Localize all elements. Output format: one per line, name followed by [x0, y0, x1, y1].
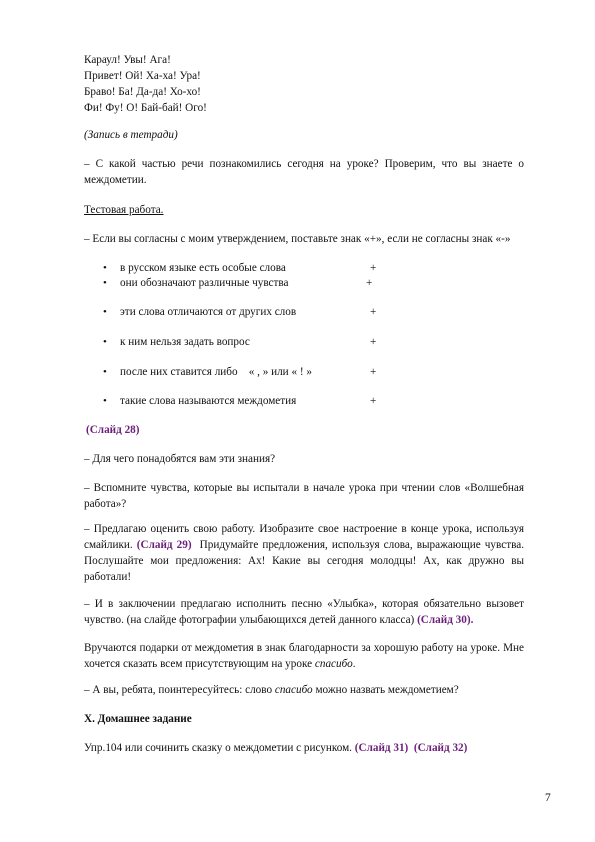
song-paragraph [84, 596, 524, 628]
interjection-line: Фи! Фу! О! Бай-бай! Ого! [84, 102, 207, 114]
interjection-line: Караул! Увы! Ага! [84, 54, 171, 66]
bullet-icon: • [103, 336, 107, 348]
bullet-icon: • [103, 395, 107, 407]
gifts-paragraph [84, 640, 524, 672]
test-item-text: в русском языке есть особые слова [120, 262, 286, 274]
spasibo-text-1: – А вы, ребята, поинтересуйтесь: слово [84, 684, 275, 696]
gifts-text-1: Вручаются подарки от междометия в знак благодарности за хорошую работу на уроке. Мне хочется сказать всем присутствующим на уроке [84, 642, 524, 670]
slide-28-label: (Слайд 28) [86, 424, 140, 436]
evaluate-text-1: – Предлагаю оценить свою работу. Изобразите свое настроение в конце урока, используя смайлики. [84, 523, 524, 551]
test-item-text: эти слова отличаются от других слов [120, 306, 297, 318]
question-knowledge: – Для чего понадобятся вам эти знания? [84, 453, 276, 465]
test-item-mark: + [370, 306, 377, 318]
evaluate-paragraph [84, 521, 527, 585]
interjection-line: Привет! Ой! Ха-ха! Ура! [84, 70, 201, 82]
homework-text [84, 740, 544, 756]
evaluate-text-2: Придумайте предложения, используя слова, выражающие чувства. Послушайте мои предложения: Ах! Какие вы сегодня молодцы! Ах, как дружно вы работали! [84, 539, 527, 583]
homework-task: Упр.104 или сочинить сказку о междометии с рисунком. [84, 742, 355, 754]
slide-32-label: (Слайд 32) [413, 742, 468, 754]
recall-feelings: – Вспомните чувства, которые вы испытали в начале урока при чтении слов «Волшебная работа»? [84, 482, 524, 510]
spasibo-word: спасибо [274, 684, 313, 696]
test-item-mark: + [370, 262, 377, 274]
song-text-1: – И в заключении предлагаю исполнить песню «Улыбка», которая обязательно вызовет чувство. (на слайде фотографии улыбающихся детей данного класса) [84, 598, 524, 626]
test-heading: Тестовая работа. [84, 204, 164, 216]
test-item-text: после них ставится либо « , » или « ! » [120, 366, 312, 378]
spasibo-text-2: можно назвать междометием? [312, 684, 459, 696]
notebook-note: (Запись в тетради) [84, 129, 178, 141]
bullet-icon: • [103, 262, 107, 274]
slide-31-label: (Слайд 31) [354, 742, 409, 754]
test-item-mark: + [370, 366, 377, 378]
gifts-text-2: . [352, 658, 356, 670]
test-item-text: такие слова называются междометия [120, 395, 297, 407]
song-text-2: . [470, 614, 474, 626]
gifts-spasibo: спасибо [314, 658, 353, 670]
slide-29-label: (Слайд 29) [136, 539, 192, 551]
homework-heading: X. Домашнее задание [84, 713, 192, 725]
test-item-text: к ним нельзя задать вопрос [120, 336, 250, 348]
test-item-text: они обозначают различные чувства [120, 277, 289, 289]
test-item-mark: + [366, 277, 373, 289]
interjection-line: Браво! Ба! Да-да! Хо-хо! [84, 86, 201, 98]
test-item-mark: + [370, 336, 377, 348]
page-number: 7 [545, 792, 551, 804]
test-instruction: – Если вы согласны с моим утверждением, поставьте знак «+», если не согласны знак «-» [84, 233, 511, 245]
bullet-icon: • [103, 306, 107, 318]
slide-30-label: (Слайд 30) [417, 614, 471, 626]
interjections-block [84, 52, 524, 116]
bullet-icon: • [103, 277, 107, 289]
spasibo-question [84, 682, 524, 698]
test-item-mark: + [370, 395, 377, 407]
bullet-icon: • [103, 366, 107, 378]
question-part-of-speech: – С какой частью речи познакомились сегодня на уроке? Проверим, что вы знаете о междометии. [84, 158, 524, 186]
